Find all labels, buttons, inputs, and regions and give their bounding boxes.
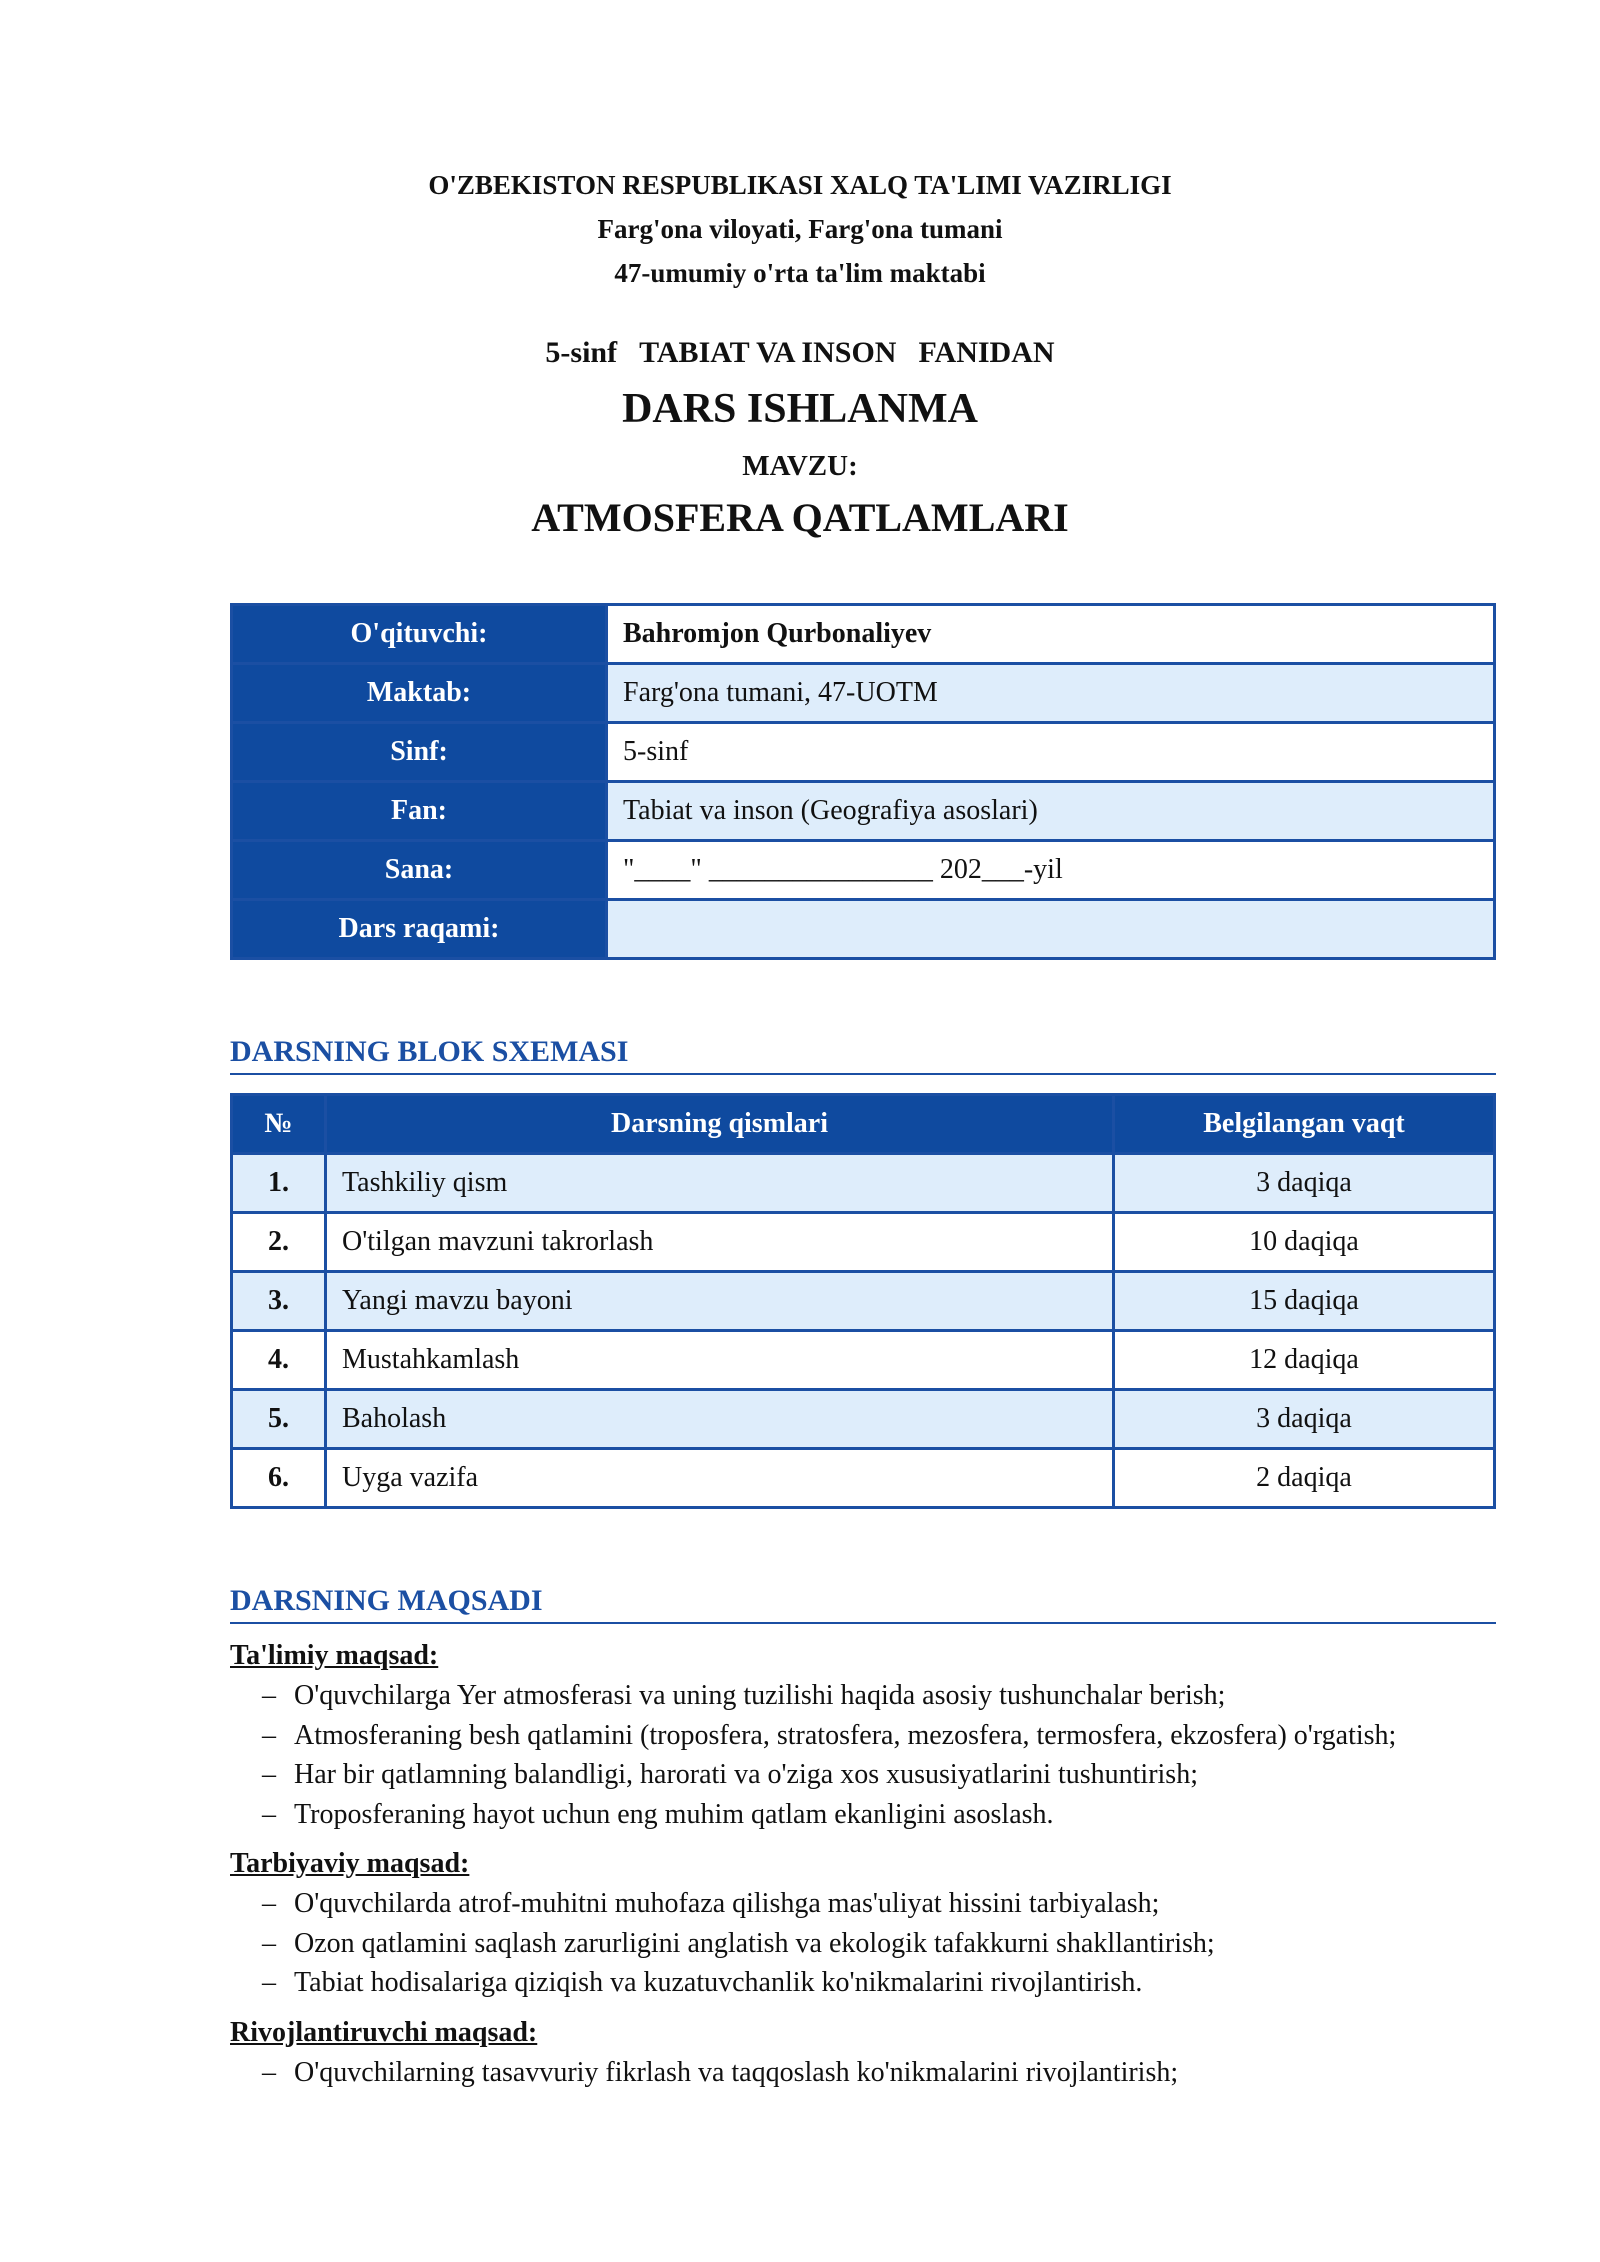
list-item-text: O'quvchilarga Yer atmosferasi va uning tuzilishi haqida asosiy tushunchalar berish; — [294, 1680, 1226, 1711]
list-item — [230, 2053, 1496, 2093]
goals-section — [230, 1636, 1496, 2092]
table-row — [232, 1331, 1495, 1390]
goals-heading: DARSNING MAQSADI — [230, 1584, 1496, 1624]
info-value — [607, 900, 1495, 959]
list-item — [230, 1795, 1496, 1835]
info-value: 5-sinf — [607, 723, 1495, 782]
list-item — [230, 1716, 1496, 1756]
info-label: Fan: — [232, 782, 607, 841]
ministry-name: O'ZBEKISTON RESPUBLIKASI XALQ TA'LIMI VAZIRLIGI — [428, 170, 1172, 200]
row-number: 1. — [232, 1154, 326, 1213]
bullet-dash: – — [262, 1719, 276, 1751]
region-name: Farg'ona viloyati, Farg'ona tumani — [597, 214, 1003, 244]
lesson-info-table — [230, 603, 1496, 960]
list-item-text: Har bir qatlamning balandligi, harorati va o'ziga xos xususiyatlarini tushuntirish; — [294, 1759, 1198, 1790]
list-item — [230, 1963, 1496, 2003]
info-row — [232, 841, 1495, 900]
document-title: DARS ISHLANMA — [622, 386, 978, 432]
school-name: 47-umumiy o'rta ta'lim maktabi — [614, 258, 986, 288]
info-row — [232, 900, 1495, 959]
info-row — [232, 605, 1495, 664]
row-number: 5. — [232, 1390, 326, 1449]
topic-title: ATMOSFERA QATLAMLARI — [531, 495, 1069, 540]
info-label: O'qituvchi: — [232, 605, 607, 664]
info-label: Sana: — [232, 841, 607, 900]
table-header-row — [232, 1095, 1495, 1154]
goal-group-heading: Ta'limiy maqsad: — [230, 1640, 439, 1671]
allocated-time: 3 daqiqa — [1114, 1390, 1495, 1449]
subject-suffix: FANIDAN — [918, 336, 1055, 369]
info-label: Sinf: — [232, 723, 607, 782]
info-value: Bahromjon Qurbonaliyev — [607, 605, 1495, 664]
info-label: Dars raqami: — [232, 900, 607, 959]
bullet-dash: – — [262, 1759, 276, 1790]
list-item-text: Tabiat hodisalariga qiziqish va kuzatuvchanlik ko'nikmalarini rivojlantirish. — [294, 1967, 1143, 1998]
document-header — [0, 163, 1600, 295]
list-item-text: Troposferaning hayot uchun eng muhim qatlam ekanligini asoslash. — [294, 1798, 1054, 1830]
lesson-part: Baholash — [326, 1390, 1114, 1449]
column-header: Darsning qismlari — [326, 1095, 1114, 1154]
bullet-dash: – — [262, 1680, 276, 1711]
subject-name: TABIAT VA INSON — [639, 336, 897, 369]
goal-group-heading: Rivojlantiruvchi maqsad: — [230, 2016, 538, 2048]
row-number: 2. — [232, 1213, 326, 1272]
list-item — [230, 1676, 1496, 1716]
table-row — [232, 1449, 1495, 1508]
grade-label: 5-sinf — [545, 336, 618, 369]
table-row — [232, 1272, 1495, 1331]
info-row — [232, 723, 1495, 782]
info-value: Tabiat va inson (Geografiya asoslari) — [607, 782, 1495, 841]
info-value: Farg'ona tumani, 47-UOTM — [607, 664, 1495, 723]
list-item — [230, 1884, 1496, 1924]
table-row — [232, 1390, 1495, 1449]
allocated-time: 3 daqiqa — [1114, 1154, 1495, 1213]
subject-line — [0, 336, 1600, 370]
bullet-dash: – — [262, 1927, 276, 1959]
bullet-dash: – — [262, 2056, 276, 2088]
row-number: 4. — [232, 1331, 326, 1390]
lesson-part: Uyga vazifa — [326, 1449, 1114, 1508]
bullet-dash: – — [262, 1967, 276, 1998]
row-number: 3. — [232, 1272, 326, 1331]
lesson-part: Yangi mavzu bayoni — [326, 1272, 1114, 1331]
bullet-dash: – — [262, 1888, 276, 1919]
allocated-time: 2 daqiqa — [1114, 1449, 1495, 1508]
block-scheme-table — [230, 1093, 1496, 1509]
info-row — [232, 782, 1495, 841]
row-number: 6. — [232, 1449, 326, 1508]
info-label: Maktab: — [232, 664, 607, 723]
list-item-text: Atmosferaning besh qatlamini (troposfera, stratosfera, mezosfera, termosfera, ekzosfera) o'rgatish; — [294, 1719, 1397, 1751]
list-item — [230, 1924, 1496, 1964]
lesson-part: Tashkiliy qism — [326, 1154, 1114, 1213]
allocated-time: 10 daqiqa — [1114, 1213, 1495, 1272]
list-item-text: O'quvchilarda atrof-muhitni muhofaza qilishga mas'uliyat hissini tarbiyalash; — [294, 1888, 1160, 1919]
bullet-dash: – — [262, 1798, 276, 1830]
info-value: "____" ________________ 202___-yil — [607, 841, 1495, 900]
list-item-text: O'quvchilarning tasavvuriy fikrlash va taqqoslash ko'nikmalarini rivojlantirish; — [294, 2056, 1179, 2088]
goal-group-heading: Tarbiyaviy maqsad: — [230, 1848, 470, 1879]
list-item-text: Ozon qatlamini saqlash zarurligini anglatish va ekologik tafakkurni shakllantirish; — [294, 1927, 1215, 1959]
lesson-part: Mustahkamlash — [326, 1331, 1114, 1390]
lesson-part: O'tilgan mavzuni takrorlash — [326, 1213, 1114, 1272]
block-scheme-heading: DARSNING BLOK SXEMASI — [230, 1035, 1496, 1075]
table-row — [232, 1154, 1495, 1213]
allocated-time: 12 daqiqa — [1114, 1331, 1495, 1390]
topic-label: MAVZU: — [742, 450, 858, 482]
list-item — [230, 1755, 1496, 1795]
info-row — [232, 664, 1495, 723]
column-header: № — [232, 1095, 326, 1154]
allocated-time: 15 daqiqa — [1114, 1272, 1495, 1331]
table-row — [232, 1213, 1495, 1272]
column-header: Belgilangan vaqt — [1114, 1095, 1495, 1154]
